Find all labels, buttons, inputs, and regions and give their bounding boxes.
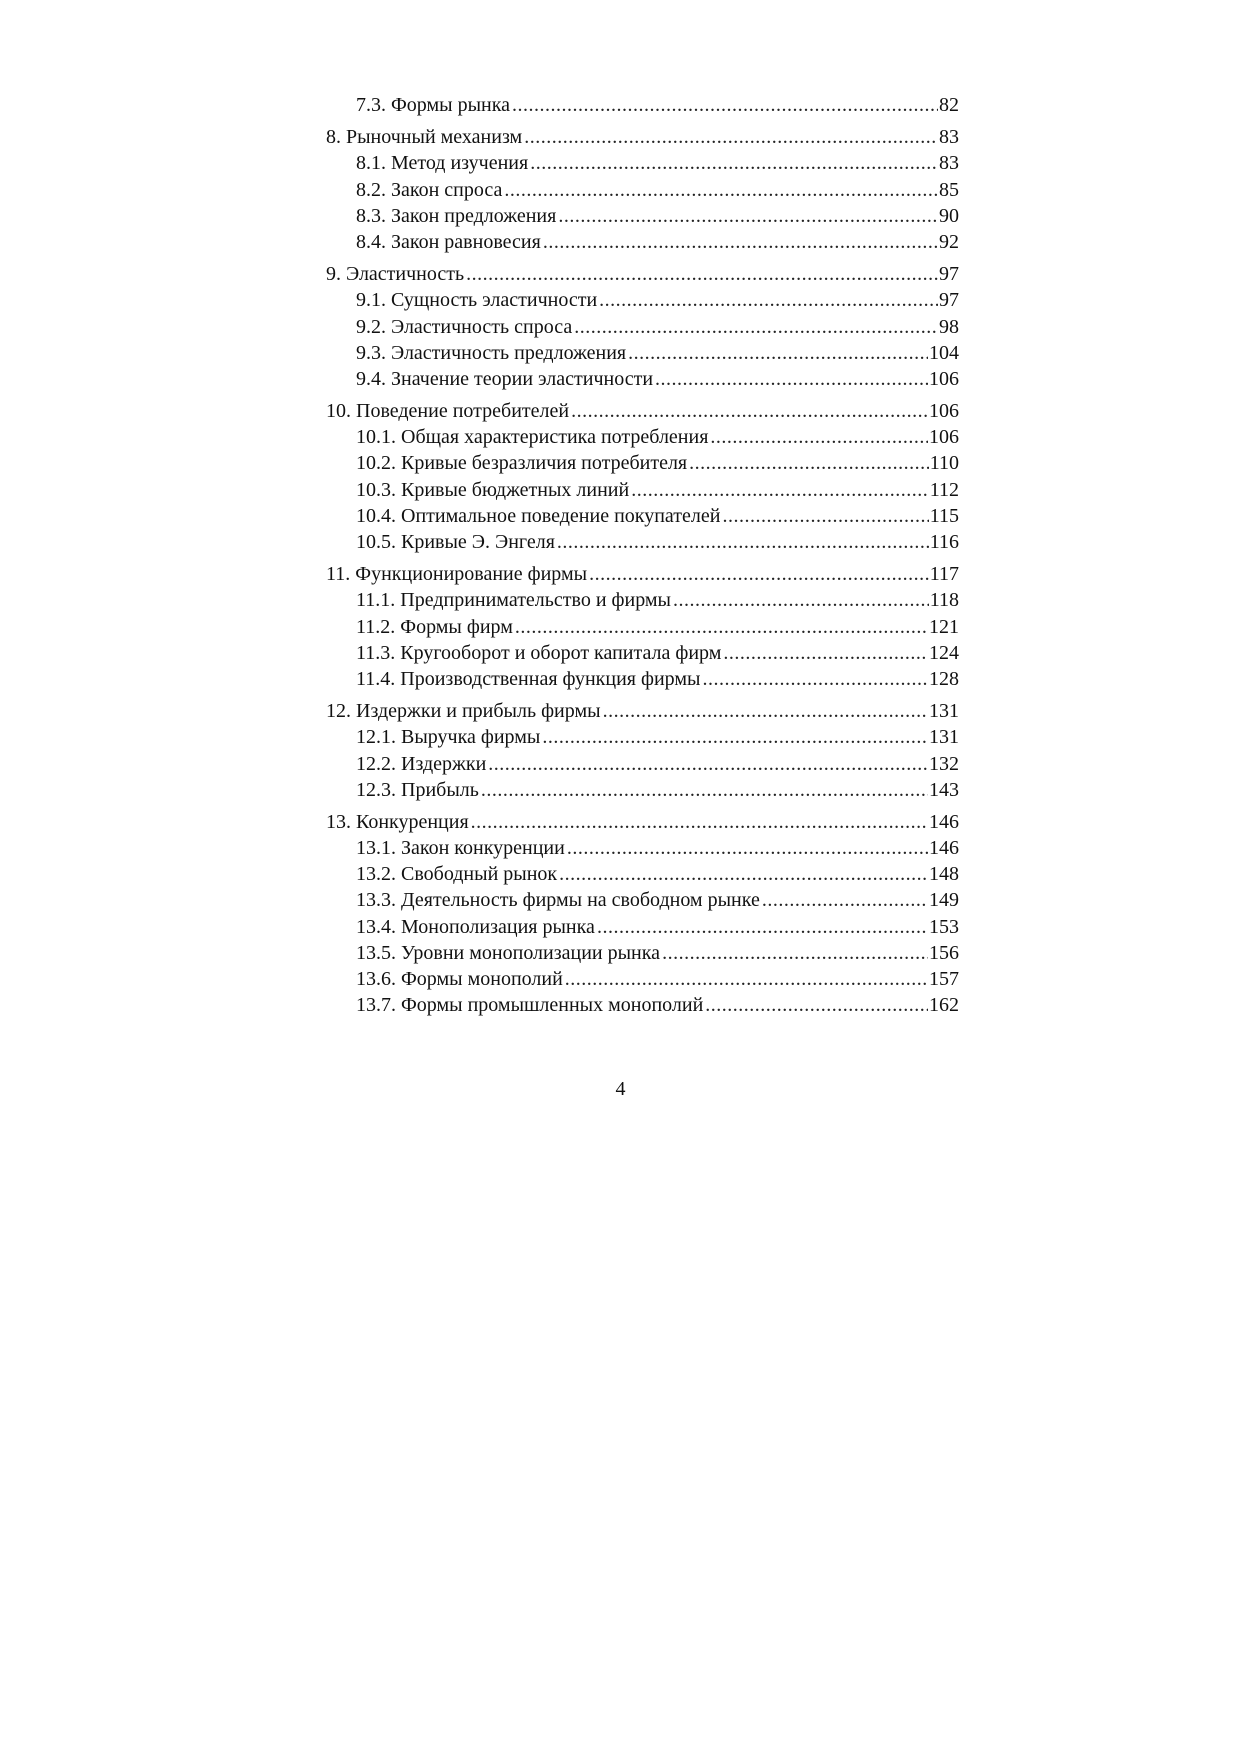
toc-entry-title: Издержки и прибыль фирмы <box>356 700 601 723</box>
toc-entry-title: Поведение потребителей <box>356 400 570 423</box>
toc-entry-title: Функционирование фирмы <box>355 563 588 586</box>
toc-subsection-entry[interactable] <box>326 940 959 966</box>
toc-entry-title: Оптимальное поведение покупателей <box>401 504 721 527</box>
toc-entry-number: 9.4. <box>356 367 386 390</box>
toc-entry-title: Метод изучения <box>391 152 529 175</box>
toc-subsection-entry[interactable] <box>326 366 959 392</box>
toc-subsection-entry[interactable] <box>326 150 959 176</box>
toc-entry-page: 97 <box>939 263 959 286</box>
toc-entry-number: 11.3. <box>356 641 396 664</box>
dot-leader <box>631 477 929 503</box>
toc-entry-page: 153 <box>929 915 959 938</box>
toc-entry-number: 10.3. <box>356 478 396 501</box>
dot-leader <box>559 861 928 887</box>
dot-leader <box>466 261 938 287</box>
dot-leader <box>705 992 928 1018</box>
toc-entry-page: 146 <box>929 810 959 833</box>
toc-entry-page: 97 <box>939 289 959 312</box>
toc-subsection-entry[interactable] <box>326 914 959 940</box>
toc-section <box>326 261 959 392</box>
dot-leader <box>515 614 928 640</box>
toc-entry-title: Формы промышленных монополий <box>401 994 704 1017</box>
dot-leader <box>558 203 938 229</box>
toc-entry-title: Свободный рынок <box>401 863 558 886</box>
toc-entry-number: 13.6. <box>356 968 396 990</box>
dot-leader <box>565 966 928 992</box>
dot-leader <box>571 398 928 424</box>
toc-entry-number: 13.7. <box>356 994 396 1017</box>
dot-leader <box>481 777 928 803</box>
toc-entry-number: 13.5. <box>356 941 396 964</box>
toc-entry-title: Издержки <box>401 752 487 775</box>
toc-entry-page: 149 <box>929 889 959 912</box>
toc-entry-page: 157 <box>929 968 959 990</box>
toc-entry-page: 92 <box>939 230 959 253</box>
toc-entry-title: Эластичность предложения <box>391 341 627 364</box>
toc-entry-title: Формы фирм <box>400 615 513 638</box>
toc-entry-title: Эластичность <box>346 263 465 286</box>
toc-subsection-entry[interactable] <box>326 614 959 640</box>
toc-entry-title: Рыночный механизм <box>346 126 523 149</box>
toc-section <box>326 698 959 803</box>
dot-leader <box>589 561 929 587</box>
toc-subsection-entry[interactable] <box>326 340 959 366</box>
toc-entry-title: Значение теории эластичности <box>391 367 654 390</box>
toc-entry-number: 13.3. <box>356 889 396 912</box>
toc-entry-page: 124 <box>929 641 959 664</box>
toc-entry-page: 162 <box>929 994 959 1017</box>
toc-entry-title: Сущность эластичности <box>391 289 598 312</box>
toc-entry-number: 10. <box>326 400 351 423</box>
toc-entry-number: 12. <box>326 700 351 723</box>
toc-entry-number: 11.1. <box>356 589 396 612</box>
toc-entry-number: 9.2. <box>356 315 386 338</box>
toc-entry-number: 8.3. <box>356 204 386 227</box>
toc-entry-number: 7.3. <box>356 94 386 116</box>
dot-leader <box>488 751 928 777</box>
dot-leader <box>628 340 928 366</box>
dot-leader <box>762 887 928 913</box>
toc-entry-page: 110 <box>929 452 959 475</box>
dot-leader <box>542 724 928 750</box>
dot-leader <box>710 424 928 450</box>
toc-chapter-entry[interactable] <box>326 124 959 150</box>
dot-leader <box>702 666 928 692</box>
toc-chapter-entry[interactable] <box>326 398 959 424</box>
toc-entry-number: 10.2. <box>356 452 396 475</box>
toc-chapter-entry[interactable] <box>326 561 959 587</box>
toc-entry-title: Прибыль <box>401 778 479 801</box>
toc-entry-title: Уровни монополизации рынка <box>401 941 661 964</box>
toc-entry-number: 9. <box>326 263 341 286</box>
toc-entry-title: Кривые Э. Энгеля <box>401 531 555 553</box>
toc-entry-page: 106 <box>929 367 959 390</box>
toc-entry-page: 83 <box>939 126 959 149</box>
toc-entry-page: 98 <box>939 315 959 338</box>
toc-entry-page: 117 <box>929 563 959 586</box>
toc-entry-number: 9.3. <box>356 341 386 364</box>
toc-entry-number: 10.4. <box>356 504 396 527</box>
toc-subsection-entry[interactable] <box>326 666 959 692</box>
toc-entry-page: 121 <box>929 615 959 638</box>
dot-leader <box>557 529 929 555</box>
dot-leader <box>512 92 938 118</box>
toc-entry-title: Деятельность фирмы на свободном рынке <box>401 889 760 912</box>
toc-entry-page: 116 <box>929 531 959 553</box>
toc-entry-title: Закон равновесия <box>391 230 541 253</box>
dot-leader <box>530 150 938 176</box>
page-number: 4 <box>615 1078 626 1100</box>
toc-entry-page: 131 <box>929 700 959 723</box>
toc-subsection-entry[interactable] <box>326 777 959 803</box>
toc-subsection-entry[interactable] <box>326 314 959 340</box>
toc-subsection-entry[interactable] <box>326 992 959 1018</box>
toc-entry-page: 106 <box>929 426 959 449</box>
toc-entry-title: Кривые безразличия потребителя <box>401 452 688 475</box>
toc-section <box>326 561 959 692</box>
dot-leader <box>689 450 929 476</box>
toc-entry-title: Формы рынка <box>391 94 511 116</box>
dot-leader <box>543 229 938 255</box>
toc-subsection-entry[interactable] <box>326 503 959 529</box>
toc-entry-title: Закон предложения <box>391 204 557 227</box>
toc-entry-number: 11.2. <box>356 615 396 638</box>
toc-entry-number: 11.4. <box>356 667 396 690</box>
dot-leader <box>504 177 938 203</box>
toc-entry-page: 131 <box>929 726 959 749</box>
toc-entry-page: 83 <box>939 152 959 175</box>
toc-subsection-entry[interactable] <box>326 450 959 476</box>
toc-subsection-entry[interactable] <box>326 835 959 861</box>
dot-leader <box>673 587 929 613</box>
toc-entry-page: 132 <box>929 752 959 775</box>
toc-entry-page: 106 <box>929 400 959 423</box>
toc-subsection-entry[interactable] <box>326 887 959 913</box>
toc-subsection-entry[interactable] <box>326 203 959 229</box>
dot-leader <box>599 287 938 313</box>
toc-entry-page: 115 <box>929 504 959 527</box>
toc-subsection-entry[interactable] <box>326 229 959 255</box>
toc-entry-number: 13.1. <box>356 837 396 860</box>
toc-entry-page: 156 <box>929 941 959 964</box>
toc-entry-title: Конкуренция <box>356 810 469 833</box>
dot-leader <box>655 366 928 392</box>
toc-subsection-entry[interactable] <box>326 587 959 613</box>
toc-chapter-entry[interactable] <box>326 698 959 724</box>
toc-subsection-entry[interactable] <box>326 724 959 750</box>
toc-subsection-entry[interactable] <box>326 966 959 992</box>
toc-entry-number: 8.1. <box>356 152 386 175</box>
toc-entry-title: Монополизация рынка <box>401 915 595 938</box>
toc-subsection-entry[interactable] <box>326 529 959 555</box>
toc-entry-page: 104 <box>929 341 959 364</box>
toc-entry-number: 8.4. <box>356 230 386 253</box>
toc-entry-number: 8.2. <box>356 178 386 201</box>
toc-entry-page: 112 <box>929 478 959 501</box>
toc-entry-title: Кривые бюджетных линий <box>401 478 630 501</box>
toc-entry-page: 143 <box>929 778 959 801</box>
toc-subsection-entry[interactable] <box>326 751 959 777</box>
toc-entry-title: Предпринимательство и фирмы <box>400 589 671 612</box>
toc-section <box>326 92 959 118</box>
toc-subsection-entry[interactable] <box>326 477 959 503</box>
toc-entry-page: 90 <box>939 204 959 227</box>
toc-entry-title: Производственная функция фирмы <box>400 667 701 690</box>
toc-entry-page: 118 <box>929 589 959 612</box>
toc-chapter-entry[interactable] <box>326 261 959 287</box>
toc-subsection-entry[interactable] <box>326 640 959 666</box>
toc-entry-page: 148 <box>929 863 959 886</box>
toc-entry-title: Закон спроса <box>391 178 503 201</box>
toc-subsection-entry[interactable] <box>326 424 959 450</box>
toc-entry-page: 82 <box>939 94 959 116</box>
toc-subsection-entry[interactable] <box>326 177 959 203</box>
toc-entry-title: Эластичность спроса <box>391 315 573 338</box>
dot-leader <box>722 503 928 529</box>
toc-entry-title: Формы монополий <box>401 968 563 990</box>
dot-leader <box>662 940 928 966</box>
toc-entry-number: 10.5. <box>356 531 396 553</box>
toc-entry-title: Кругооборот и оборот капитала фирм <box>400 641 722 664</box>
toc-entry-page: 128 <box>929 667 959 690</box>
dot-leader <box>597 914 928 940</box>
toc-entry-number: 12.3. <box>356 778 396 801</box>
toc-entry-title: Общая характеристика потребления <box>401 426 709 449</box>
dot-leader <box>471 809 928 835</box>
toc-entry-number: 13. <box>326 810 351 833</box>
toc-subsection-entry[interactable] <box>326 861 959 887</box>
toc-subsection-entry[interactable] <box>326 287 959 313</box>
toc-entry-number: 8. <box>326 126 341 149</box>
table-of-contents <box>326 92 959 1024</box>
toc-entry-number: 13.2. <box>356 863 396 886</box>
toc-entry-number: 12.2. <box>356 752 396 775</box>
dot-leader <box>524 124 938 150</box>
dot-leader <box>567 835 928 861</box>
dot-leader <box>574 314 938 340</box>
toc-entry-number: 12.1. <box>356 726 396 749</box>
toc-chapter-entry[interactable] <box>326 809 959 835</box>
toc-entry-number: 13.4. <box>356 915 396 938</box>
toc-section <box>326 398 959 555</box>
toc-entry-title: Закон конкуренции <box>401 837 565 860</box>
toc-section <box>326 809 959 1019</box>
toc-section <box>326 124 959 255</box>
toc-subsection-entry[interactable] <box>326 92 959 118</box>
toc-entry-title: Выручка фирмы <box>401 726 541 749</box>
toc-entry-number: 9.1. <box>356 289 386 312</box>
toc-entry-number: 11. <box>326 563 351 586</box>
toc-entry-number: 10.1. <box>356 426 396 449</box>
toc-entry-page: 85 <box>939 178 959 201</box>
dot-leader <box>723 640 928 666</box>
dot-leader <box>603 698 928 724</box>
toc-entry-page: 146 <box>929 837 959 860</box>
